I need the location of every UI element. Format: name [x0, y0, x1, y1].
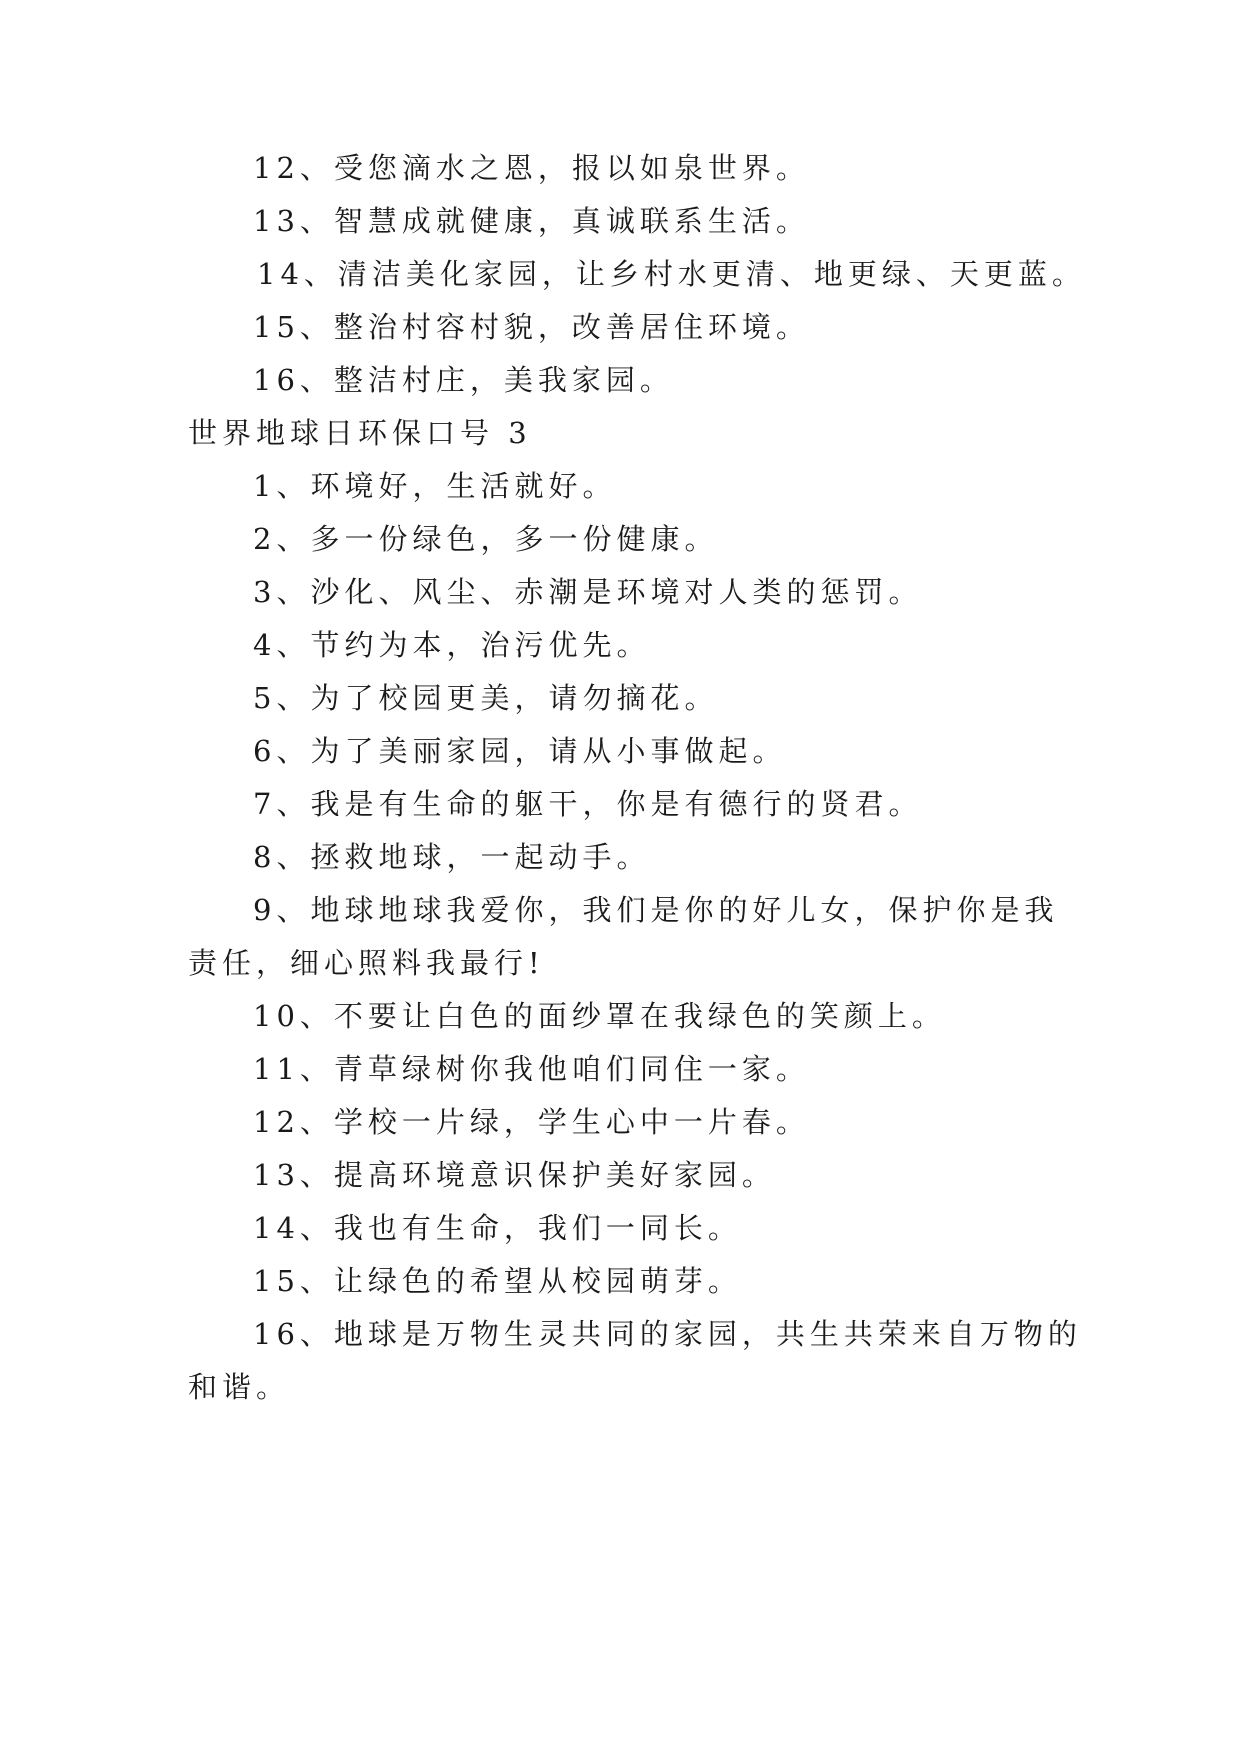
- slogan-line: 7、我是有生命的躯干，你是有德行的贤君。: [253, 787, 923, 821]
- slogan-line: 14、我也有生命，我们一同长。: [253, 1211, 742, 1245]
- slogan-line: 12、受您滴水之恩，报以如泉世界。: [253, 151, 810, 185]
- slogan-line: 4、节约为本，治污优先。: [253, 628, 651, 662]
- slogan-line: 5、为了校园更美，请勿摘花。: [253, 681, 719, 715]
- slogan-line: 15、整治村容村貌，改善居住环境。: [253, 310, 810, 344]
- slogan-line: 16、地球是万物生灵共同的家园，共生共荣来自万物的: [253, 1317, 1082, 1351]
- slogan-line: 13、智慧成就健康，真诚联系生活。: [253, 204, 810, 238]
- slogan-line: 1、环境好，生活就好。: [253, 469, 617, 503]
- slogan-line: 13、提高环境意识保护美好家园。: [253, 1158, 776, 1192]
- slogan-line: 15、让绿色的希望从校园萌芽。: [253, 1264, 742, 1298]
- slogan-line: 12、学校一片绿，学生心中一片春。: [253, 1105, 810, 1139]
- slogan-line: 10、不要让白色的面纱罩在我绿色的笑颜上。: [253, 999, 946, 1033]
- slogan-line: 6、为了美丽家园，请从小事做起。: [253, 734, 787, 768]
- slogan-line: 9、地球地球我爱你，我们是你的好儿女，保护你是我: [253, 893, 1059, 927]
- slogan-line: 3、沙化、风尘、赤潮是环境对人类的惩罚。: [253, 575, 923, 609]
- section-heading: 世界地球日环保口号 3: [188, 416, 532, 450]
- slogan-line: 14、清洁美化家园，让乡村水更清、地更绿、天更蓝。: [257, 257, 1086, 291]
- slogan-continuation: 和谐。: [188, 1370, 291, 1404]
- slogan-line: 11、青草绿树你我他咱们同住一家。: [253, 1052, 810, 1086]
- slogan-continuation: 责任，细心照料我最行!: [188, 946, 545, 980]
- slogan-line: 2、多一份绿色，多一份健康。: [253, 522, 719, 556]
- slogan-line: 16、整洁村庄，美我家园。: [253, 363, 674, 397]
- slogan-line: 8、拯救地球，一起动手。: [253, 840, 651, 874]
